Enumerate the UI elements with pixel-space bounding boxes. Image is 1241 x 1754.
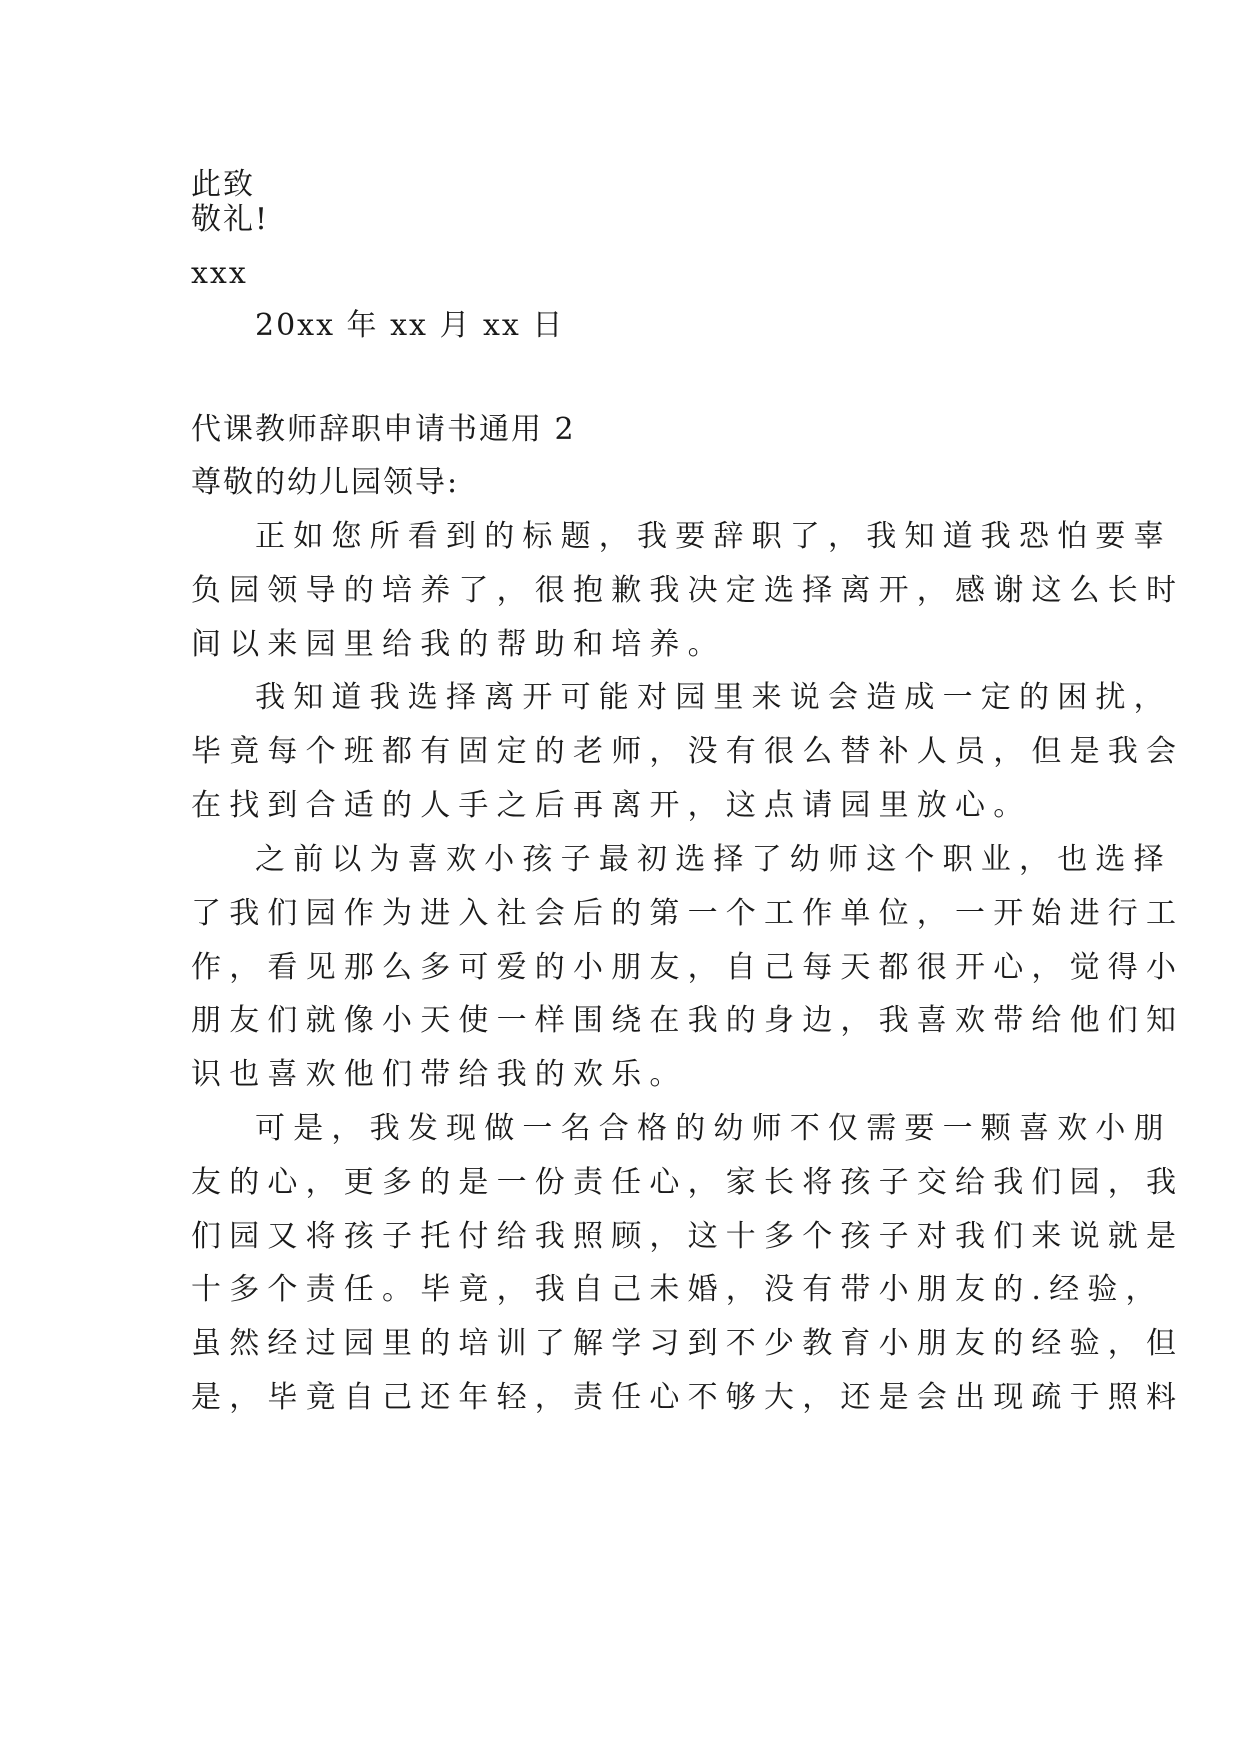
paragraph-line: 了我们园作为进入社会后的第一个工作单位，一开始进行工 <box>191 896 1185 931</box>
paragraph-line: 正如您所看到的标题，我要辞职了，我知道我恐怕要辜 <box>255 519 1172 554</box>
paragraph-line: 识也喜欢他们带给我的欢乐。 <box>191 1057 688 1092</box>
paragraph-line: 友的心，更多的是一份责任心，家长将孩子交给我们园，我 <box>191 1165 1185 1200</box>
paragraph-line: 们园又将孩子托付给我照顾，这十多个孩子对我们来说就是 <box>191 1219 1185 1254</box>
closing-salutation-2: 敬礼! <box>191 202 270 237</box>
paragraph-line: 十多个责任。毕竟，我自己未婚，没有带小朋友的.经验， <box>191 1272 1164 1307</box>
closing-salutation-1: 此致 <box>191 167 255 202</box>
paragraph-line: 是，毕竟自己还年轻，责任心不够大，还是会出现疏于照料 <box>191 1380 1185 1415</box>
paragraph-line: 我知道我选择离开可能对园里来说会造成一定的困扰， <box>255 680 1172 715</box>
paragraph-line: 虽然经过园里的培训了解学习到不少教育小朋友的经验，但 <box>191 1326 1185 1361</box>
paragraph-line: 之前以为喜欢小孩子最初选择了幼师这个职业，也选择 <box>255 842 1172 877</box>
signature: xxx <box>191 256 248 291</box>
paragraph-line: 可是，我发现做一名合格的幼师不仅需要一颗喜欢小朋 <box>255 1111 1172 1146</box>
paragraph-line: 作，看见那么多可爱的小朋友，自己每天都很开心，觉得小 <box>191 950 1185 985</box>
paragraph-line: 负园领导的培养了，很抱歉我决定选择离开，感谢这么长时 <box>191 573 1185 608</box>
paragraph-line: 间以来园里给我的帮助和培养。 <box>191 627 726 662</box>
letter-greeting: 尊敬的幼儿园领导: <box>191 465 460 500</box>
paragraph-line: 在找到合适的人手之后再离开，这点请园里放心。 <box>191 788 1032 823</box>
paragraph-line: 朋友们就像小天使一样围绕在我的身边，我喜欢带给他们知 <box>191 1003 1185 1038</box>
letter-title: 代课教师辞职申请书通用 2 <box>191 412 576 447</box>
date: 20xx 年 xx 月 xx 日 <box>255 308 565 343</box>
paragraph-line: 毕竟每个班都有固定的老师，没有很么替补人员，但是我会 <box>191 734 1185 769</box>
